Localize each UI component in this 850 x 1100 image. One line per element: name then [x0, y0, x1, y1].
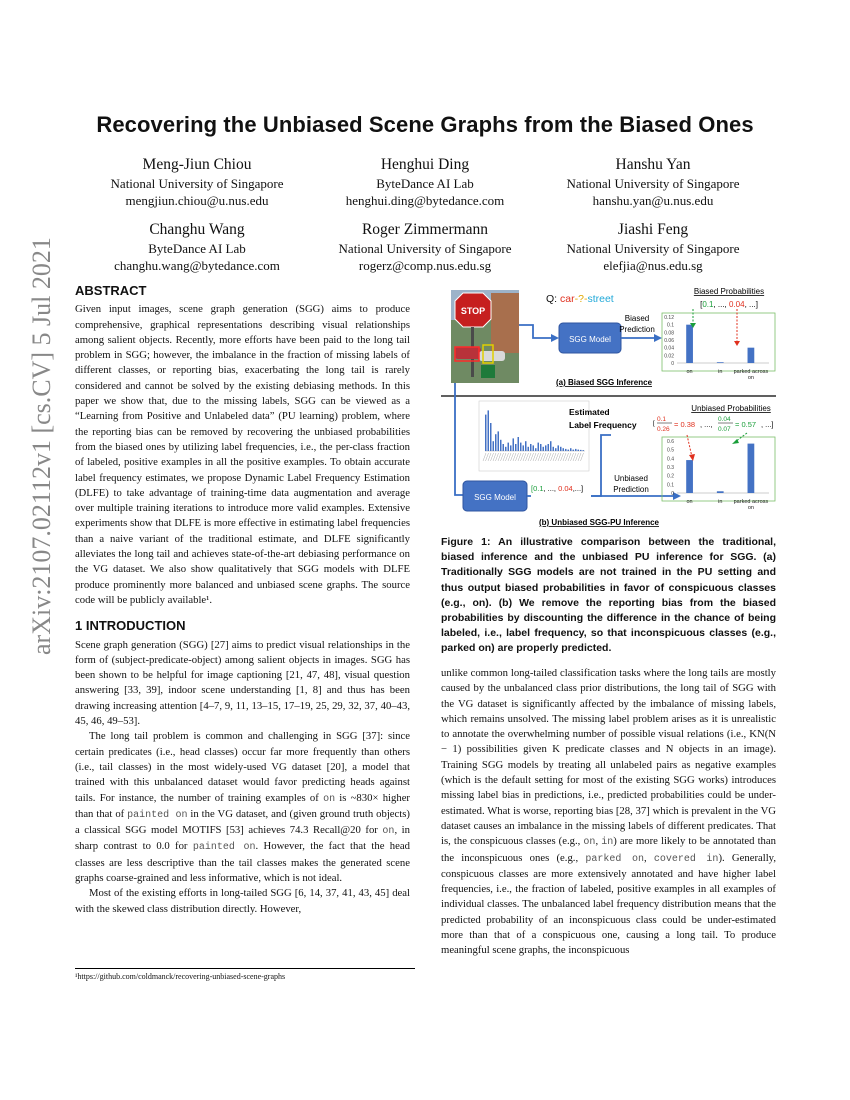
author-affiliation: National University of Singapore: [110, 176, 284, 191]
bar: [575, 449, 577, 451]
svg-text:0.1: 0.1: [657, 416, 667, 423]
part-b-label: (b) Unbiased SGG-PU Inference: [538, 518, 660, 527]
bar: [717, 491, 724, 493]
bar: [686, 460, 693, 493]
right-column: [441, 666, 776, 959]
author-block: [523, 155, 783, 209]
x-tick-label-line: on: [747, 375, 754, 381]
bar: [555, 448, 557, 451]
frequency-vector: [0.1, ..., 0.04,...]: [531, 484, 584, 493]
author-affiliation: National University of Singapore: [338, 241, 512, 256]
biased-probs-vector: [0.1, ..., 0.04, ...]: [700, 300, 758, 309]
y-tick-label: 0.5: [667, 447, 674, 454]
bar: [488, 410, 490, 451]
y-tick-label: 0.4: [667, 456, 674, 463]
svg-text:0.07: 0.07: [718, 426, 731, 433]
author-block: [67, 220, 327, 274]
bar: [573, 450, 575, 451]
biased-probs-title: Biased Probabilities: [693, 287, 765, 296]
intro-paragraph: Scene graph generation (SGG) [27] aims to predict visual relationships in the form of (subject-predicate-object) among salient objects in images. SGG has been shown to be helpful for image captioning [21, 47, 48], visual question answering [33, 39], indoor scene understanding [1, 8] and thus has been drawing increasing attention [4–7, 9, 11, 13–15, 17–19, 25, 29, 32, 37, 40–43, 45, 46, 49–53].: [75, 638, 410, 728]
y-tick-label: 0: [671, 361, 674, 367]
bar: [580, 450, 582, 451]
author-affiliation: ByteDance AI Lab: [376, 176, 474, 191]
unbiased-prediction-label: Unbiased Prediction: [613, 474, 649, 494]
bar: [570, 448, 572, 451]
biased-prediction-label: Biased Prediction: [619, 314, 655, 334]
bar: [530, 444, 532, 451]
y-tick-label: 0.6: [667, 439, 674, 445]
author-affiliation: National University of Singapore: [566, 176, 740, 191]
bar: [508, 443, 510, 451]
bar: [540, 444, 542, 451]
author-name: Henghui Ding: [380, 156, 470, 173]
y-tick-label: 0.1: [667, 322, 674, 329]
bar: [510, 445, 512, 451]
author-block: [523, 220, 783, 274]
bar: [525, 441, 527, 451]
bar: [558, 445, 560, 451]
y-tick-label: 0.3: [667, 465, 674, 471]
author-email[interactable]: elefjia@nus.edu.sg: [603, 258, 703, 273]
author-name: Meng-Jiun Chiou: [142, 156, 252, 173]
bar: [503, 444, 505, 451]
bar: [543, 447, 545, 451]
bar: [505, 447, 507, 451]
bar: [548, 444, 550, 451]
footnote[interactable]: ¹https://github.com/coldmanck/recovering-unbiased-scene-graphs: [75, 968, 415, 981]
x-tick-label-line: on: [686, 499, 693, 505]
author-name: Jiashi Feng: [617, 221, 689, 238]
author-name: Roger Zimmermann: [361, 221, 489, 238]
y-tick-label: 0.06: [664, 338, 674, 344]
bar: [563, 448, 565, 451]
x-tick-label-line: on: [747, 505, 754, 511]
intro-paragraph: The long tail problem is common and challenging in SGG [37]: since certain predicates (i.e., head classes) occur far more frequently than others (i.e., tail classes) in the most widely-used VG dataset [20], a model that trained with this unbalanced dataset would favor predicting heads against tails. For instance, the number of training examples of on is ~830× higher than that of painted on in the VG dataset, and (given ground truth objects) a classical SGG model MOTIFS [53] achieves 74.3 Recall@20 for on, in sharp contrast to 0.0 for painted on. However, the fact that the head classes are less descriptive than the tail classes makes the generated scene graphs coarse-grained and less informative, which is not ideal.: [75, 730, 410, 884]
author-email[interactable]: changhu.wang@bytedance.com: [114, 258, 280, 273]
x-tick-label-line: in: [718, 499, 723, 505]
bar: [583, 450, 585, 451]
bar: [545, 445, 547, 451]
estimated-label-frequency: Estimated Label Frequency: [569, 407, 637, 430]
intro-paragraph: Most of the existing efforts in long-tailed SGG [6, 14, 37, 41, 43, 45] deal with the skewed class distribution directly. However,: [75, 887, 410, 915]
figure-svg: [441, 285, 776, 530]
biased-chart: [664, 309, 769, 381]
svg-text:= 0.57: = 0.57: [735, 420, 757, 429]
paper-title: Recovering the Unbiased Scene Graphs from the Biased Ones: [96, 112, 754, 137]
y-tick-label: 0.1: [667, 482, 674, 489]
arxiv-stamp-text: arXiv:2107.02112v1 [cs.CV] 5 Jul 2021: [27, 237, 56, 655]
bar: [578, 450, 580, 451]
bar: [500, 440, 502, 451]
bar: [498, 431, 500, 451]
bar: [513, 438, 515, 451]
x-tick-label-line: on: [686, 369, 693, 375]
svg-text:, ...,: , ...,: [700, 420, 713, 429]
street-photo: [451, 290, 519, 383]
bar: [523, 445, 525, 451]
x-tick-label: [718, 499, 722, 505]
intro-heading: 1 INTRODUCTION: [75, 618, 186, 634]
bar: [493, 441, 495, 451]
bar: [485, 415, 487, 451]
svg-text:0.26: 0.26: [657, 426, 670, 433]
svg-text:[: [: [653, 420, 655, 427]
x-tick-label: [687, 499, 693, 505]
x-tick-label: [718, 369, 722, 375]
x-tick-label-line: parked across: [733, 499, 769, 505]
bar: [748, 348, 755, 363]
bar: [565, 449, 567, 451]
x-tick-label: [734, 499, 769, 511]
y-tick-label: 0: [671, 491, 674, 497]
y-tick-label: 0.04: [664, 345, 674, 352]
bar: [538, 443, 540, 451]
y-tick-label: 0.2: [667, 473, 674, 480]
bar: [553, 447, 555, 451]
author-block: [67, 155, 327, 209]
arrow-red: [687, 435, 692, 457]
arrow-head: [734, 341, 740, 346]
svg-text:0.04: 0.04: [718, 416, 731, 423]
svg-text:, ...]: , ...]: [761, 420, 774, 429]
author-email[interactable]: mengjiun.chiou@u.nus.edu: [125, 193, 269, 208]
bar: [560, 447, 562, 451]
left-column: [75, 283, 410, 917]
unbiased-probs-formula: [653, 416, 774, 433]
bar: [520, 443, 522, 451]
bar: [550, 441, 552, 451]
author-name: Changhu Wang: [149, 221, 245, 238]
bar: [518, 437, 520, 451]
svg-text:STOP: STOP: [460, 306, 486, 316]
author-block: [295, 155, 555, 209]
unbiased-chart: [667, 433, 769, 511]
bar: [533, 445, 535, 451]
figure-caption: Figure 1: An illustrative comparison between the traditional, biased inference and the unbiased PU inference for SGG. (a) Traditionally SGG models are not trained in the PU setting and thus output biased probabilities in favor of conspicuous classes (e.g., on). (b) We remove the reporting bias from the biased probabilities by discounting the difference in the chance of being labeled, i.e., label frequency, so that inconspicuous classes (e.g., parked on) are properly predicted.: [441, 536, 776, 655]
sgg-model-label: SGG Model: [474, 493, 516, 502]
arxiv-stamp: [22, 237, 62, 670]
x-tick-label-line: parked across: [733, 369, 769, 375]
y-tick-label: 0.02: [664, 353, 674, 360]
bar: [686, 325, 693, 363]
author-email[interactable]: hanshu.yan@u.nus.edu: [592, 193, 714, 208]
y-tick-label: 0.12: [664, 315, 674, 321]
sgg-model-label: SGG Model: [569, 335, 611, 344]
part-a-label: (a) Biased SGG Inference: [555, 378, 653, 387]
bar: [535, 448, 537, 451]
figure-1: [441, 285, 776, 530]
svg-text:= 0.38: = 0.38: [674, 420, 696, 429]
arrow-head: [689, 454, 695, 461]
author-affiliation: National University of Singapore: [566, 241, 740, 256]
x-tick-label: [734, 369, 769, 381]
author-email[interactable]: rogerz@comp.nus.edu.sg: [358, 258, 492, 273]
author-name: Hanshu Yan: [615, 156, 691, 173]
author-affiliation: ByteDance AI Lab: [148, 241, 246, 256]
bar: [748, 444, 755, 493]
question: Q: car-?-street: [546, 293, 614, 305]
bar: [495, 434, 497, 451]
bar: [568, 450, 570, 451]
x-tick-label-line: in: [718, 369, 723, 375]
author-block: [295, 220, 555, 274]
bar: [717, 362, 724, 363]
unbiased-probs-title: Unbiased Probabilities: [691, 404, 771, 413]
bar: [528, 447, 530, 451]
right-paragraph: unlike common long-tailed classification tasks where the long tails are mostly caused by the unbalanced class prior distributions, the long tail of SGG with the VG dataset is significantly affected by the imbalance of missing labels, which remains unsolved. The missing label problem arises as it is unrealistic to annotate the overwhelming number of possible visual relations (i.e., KN(N − 1) possibilities given K predicate classes and N objects in an image). Training SGG models by treating all unlabeled pairs as negative examples (which is the default setting for most of the existing SGG works) introduces missing label bias in predictions, i.e., predicted probabilities could be under-estimated. What is worse, reporting bias [28, 37] which is prevalent in the VG dataset causes an imbalance in the missing labels of different predicates. That is, the conspicuous classes (e.g., on, in) are more likely to be annotated than the inconspicuous ones (e.g., parked on, covered in). Generally, conspicuous classes are more extensively annotated and have higher label frequencies, i.e., the fraction of labeled, positive examples in all examples of individual classes. The unbalanced label frequency distribution means that the predicted probability of an inconspicuous class could be under-estimated more than that of a conspicuous one, causing a long tail. To produce meaningful scene graphs, the inconspicuous: [441, 667, 777, 957]
bar: [515, 444, 517, 451]
author-email[interactable]: henghui.ding@bytedance.com: [345, 193, 505, 208]
bar: [490, 423, 492, 451]
x-tick-label: [687, 369, 693, 375]
abstract-heading: ABSTRACT: [75, 283, 147, 298]
y-tick-label: 0.08: [664, 330, 674, 337]
abstract-text: Given input images, scene graph generation (SGG) aims to produce comprehensive, graphical representations describing visual relationships among salient objects. Recently, more efforts have been paid to the long tail problem in SGG; however, the imbalance in the fraction of missing labels of different classes, or reporting bias, exacerbating the long tail is rarely considered and cannot be solved by the existing debiasing methods. In this paper we show that, due to the missing labels, SGG can be viewed as a “Learning from Positive and Unlabeled data” (PU learning) problem, where the reporting bias can be removed by recovering the unbiased probabilities from the biased ones by utilizing label frequencies, i.e., the per-class fraction of labeled, positive examples in all the positive examples. To obtain accurate label frequency estimates, we propose Dynamic Label Frequency Estimation (DLFE) to take advantage of training-time data augmentation and average over multiple training iterations to introduce more valid examples. Extensive experiments show that DLFE is more effective in estimating label frequencies than a naive variant of the traditional estimate, and DLFE significantly alleviates the long tail and achieves state-of-the-art debiasing performance on the VG dataset. We also show qualitatively that SGG models with DLFE produce prominently more balanced and unbiased scene graphs. The source code will be publicly available¹.: [75, 303, 410, 606]
